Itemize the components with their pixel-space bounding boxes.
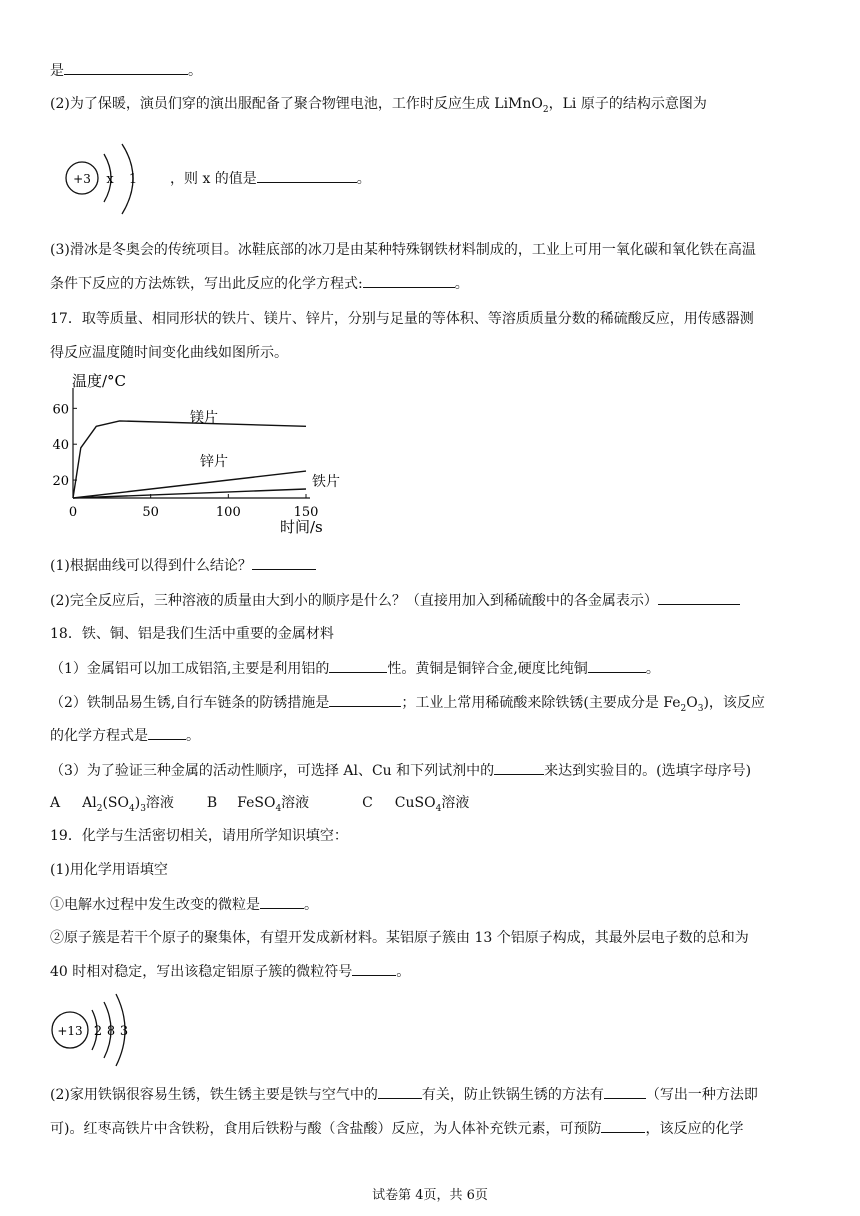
q19-text: ，该反应的化学 [645,1121,744,1137]
li-shell2-electrons: 1 [128,172,138,187]
q19-part2-line2 [50,1118,820,1139]
series-label-2: 锌片 [200,454,228,470]
q18-text: 性。黄铜是铜锌合金,硬度比纯铜 [387,661,588,677]
q18-text: )，该反应 [703,695,765,711]
li-nucleus-charge: +3 [73,172,91,186]
al-shell2-electrons: 8 [106,1024,116,1039]
series-line-1 [73,421,306,498]
answer-blank[interactable] [378,1084,422,1099]
option-a[interactable]: A $Al_2(SO_4)_3$溶液 [50,795,174,814]
q18-text: 来达到实验目的。(选填字母序号) [544,763,752,779]
q19-text: （写出一种方法即 [645,1087,758,1103]
al-shell1-electrons: 2 [93,1024,103,1039]
q16-text: (2)为了保暖，演员们穿的演出服配备了聚合物锂电池，工作时反应生成 LiMnO [50,96,543,112]
q16-text: 条件下反应的方法炼铁，写出此反应的化学方程式: [50,276,363,292]
q18-text: （1）金属铝可以加工成铝箔,主要是利用铝的 [50,661,330,677]
q16-part3-line2 [50,273,820,294]
q19-title: 19．化学与生活密切相关，请用所学知识填空： [50,828,348,844]
answer-blank[interactable] [494,760,544,775]
q18-text: O [686,695,698,711]
q19-item1 [50,894,820,915]
y-tick-label: 60 [52,402,69,418]
q18-text: ；工业上常用稀硫酸来除铁锈(主要成分是 Fe [401,695,681,711]
q18-part2-line2 [50,725,820,746]
q18-part2 [50,692,820,719]
answer-blank[interactable] [363,273,455,288]
answer-blank[interactable] [64,60,188,75]
q17-line2: 得反应温度随时间变化曲线如图所示。 [50,345,288,361]
answer-blank[interactable] [329,692,401,707]
al-shell3-electrons: 3 [119,1024,129,1039]
answer-blank[interactable] [604,1084,646,1099]
q19-text: ①电解水过程中发生改变的微粒是 [50,897,260,913]
option-b[interactable]: B FeSO$_4$溶液 [206,795,310,814]
answer-blank[interactable] [252,555,316,570]
x-tick-label: 0 [68,505,78,520]
series-label-1: 镁片 [190,410,218,426]
q19-text: 40 时相对稳定，写出该稳定铝原子簇的微粒符号 [50,964,353,980]
x-tick-label: 150 [293,505,319,520]
q18-text: （2）铁制品易生锈,自行车链条的防锈措施是 [50,695,330,711]
x-axis-title: 时间/s [280,518,323,536]
answer-blank[interactable] [148,725,186,740]
li-atom-diagram [60,140,160,220]
q17-text: (2)完全反应后，三种溶液的质量由大到小的顺序是什么？（直接用加入到稀硫酸中的各金属表示） [50,593,658,609]
al-nucleus-charge: +13 [57,1024,83,1038]
q19-text: 。 [304,897,318,913]
answer-blank[interactable] [588,658,646,673]
q17-text: (1)根据曲线可以得到什么结论？ [50,558,252,574]
q18-text: 。 [645,661,660,677]
q18-part3 [50,760,820,781]
q16-text: 是 [50,63,64,79]
q16-part2 [50,94,820,120]
q19-text: (2)家用铁锅很容易生锈，铁生锈主要是铁与空气中的 [50,1087,378,1103]
q19-text: 可)。红枣高铁片中含铁粉，食用后铁粉与酸（含盐酸）反应，为人体补充铁元素，可预防 [50,1121,602,1137]
q18-text: 的化学方程式是 [50,728,148,744]
q19-part1: (1)用化学用语填空 [50,862,168,878]
page-footer: 试卷第 4页，共 6页 [372,1188,488,1203]
answer-blank[interactable] [257,168,357,183]
subscript: 3 [697,703,704,714]
q16-li-question [170,168,820,189]
y-axis-title: 温度/°C [72,372,127,390]
q17-line1: 17．取等质量、相同形状的铁片、镁片、锌片，分别与足量的等体积、等溶质质量分数的稀硫酸反应，用传感器测 [50,311,754,327]
y-tick-label: 40 [52,438,69,454]
answer-blank[interactable] [658,590,740,605]
q19-text: 。 [396,964,411,980]
q19-item2-line1: ②原子簇是若干个原子的聚集体，有望开发成新材料。某铝原子簇由 13 个铝原子构成，其最外层电子数的总和为 [50,930,749,946]
option-c[interactable]: C CuSO$_4$溶液 [362,795,470,814]
q16-text: 。 [188,63,202,79]
q16-line1 [50,60,820,81]
q18-title: 18．铁、铜、铝是我们生活中重要的金属材料 [50,626,334,642]
q18-part1 [50,658,820,679]
answer-blank[interactable] [601,1118,645,1133]
answer-blank[interactable] [260,894,304,909]
al-atom-diagram [48,988,168,1068]
subscript: 2 [680,703,687,714]
temperature-chart [50,370,360,540]
q17-question2 [50,590,820,611]
q18-text: 。 [186,728,200,744]
q19-part2-line1 [50,1084,820,1105]
answer-blank[interactable] [329,658,387,673]
x-tick-label: 50 [142,505,159,520]
q17-question1 [50,555,820,576]
q16-text: ，Li 原子的结构示意图为 [548,96,707,112]
answer-blank[interactable] [352,961,396,976]
series-label-3: 铁片 [312,474,340,490]
q19-text: 有关，防止铁锅生锈的方法有 [421,1087,604,1103]
q18-options [50,793,820,819]
q16-text: 。 [454,276,469,292]
q18-text: （3）为了验证三种金属的活动性顺序，可选择 Al、Cu 和下列试剂中的 [50,763,495,779]
y-tick-label: 20 [52,474,69,490]
q16-text: 。 [356,171,371,187]
q19-item2-line2 [50,961,820,982]
q16-part3-line1: (3)滑冰是冬奥会的传统项目。冰鞋底部的冰刀是由某种特殊钢铁材料制成的，工业上可用一氧化碳和氧化铁在高温 [50,242,756,258]
q16-text: ，则 x 的值是 [170,171,257,187]
subscript: 2 [542,104,549,115]
x-tick-label: 100 [215,505,241,520]
li-shell1-electrons: x [106,172,114,187]
